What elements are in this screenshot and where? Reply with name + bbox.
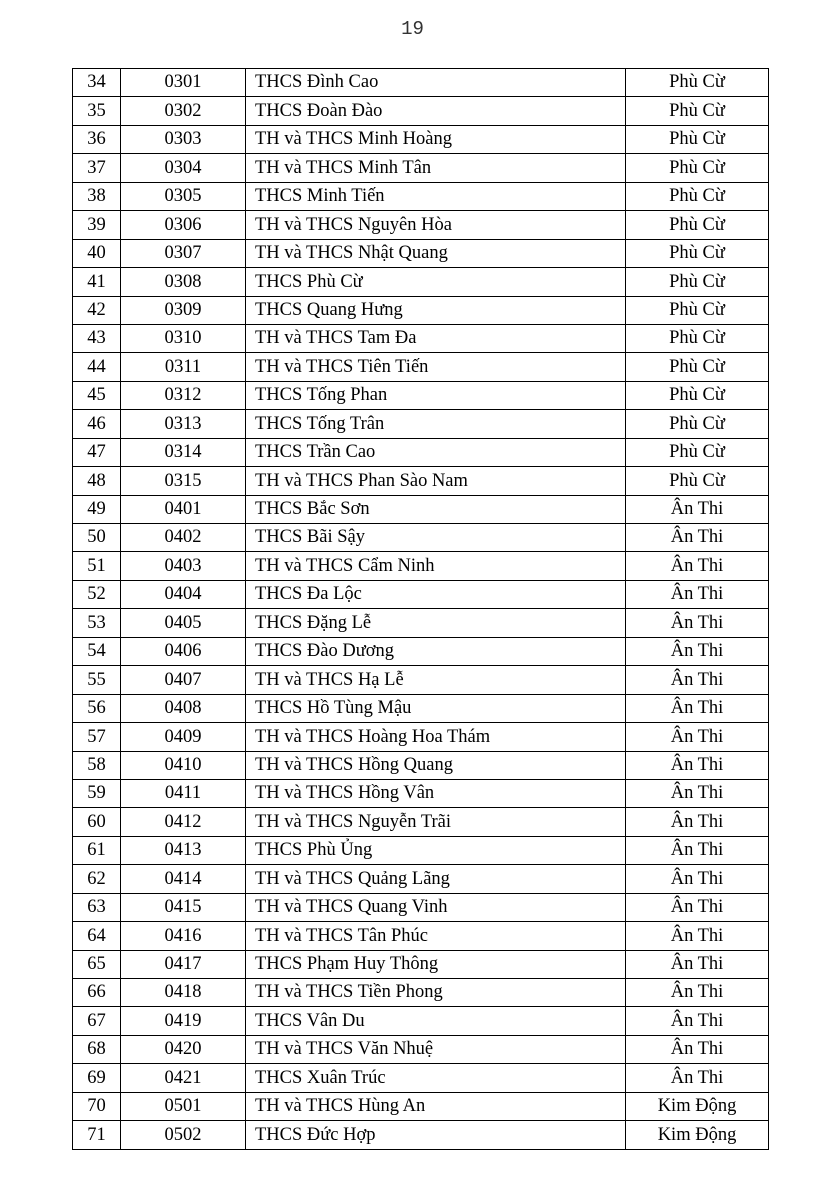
table-row (73, 580, 769, 608)
school-name-cell: THCS Đức Hợp (246, 1121, 626, 1149)
school-name-cell: TH và THCS Hoàng Hoa Thám (246, 723, 626, 751)
school-name-cell: TH và THCS Nhật Quang (246, 239, 626, 267)
school-code-cell: 0419 (121, 1007, 246, 1035)
district-cell: Ân Thi (626, 922, 769, 950)
school-name-cell: TH và THCS Cẩm Ninh (246, 552, 626, 580)
row-number-cell: 50 (73, 524, 121, 552)
table-row (73, 1092, 769, 1120)
table-row (73, 723, 769, 751)
school-name-cell: THCS Bãi Sậy (246, 524, 626, 552)
school-name-cell: TH và THCS Hồng Quang (246, 751, 626, 779)
table-row (73, 182, 769, 210)
school-code-cell: 0307 (121, 239, 246, 267)
school-code-cell: 0301 (121, 69, 246, 97)
table-row (73, 467, 769, 495)
school-code-cell: 0502 (121, 1121, 246, 1149)
row-number-cell: 66 (73, 979, 121, 1007)
school-table (72, 68, 769, 1150)
table-row (73, 524, 769, 552)
school-code-cell: 0402 (121, 524, 246, 552)
district-cell: Ân Thi (626, 723, 769, 751)
school-code-cell: 0304 (121, 154, 246, 182)
table-row (73, 125, 769, 153)
school-code-cell: 0401 (121, 495, 246, 523)
school-name-cell: TH và THCS Nguyên Hòa (246, 211, 626, 239)
school-name-cell: THCS Quang Hưng (246, 296, 626, 324)
school-name-cell: TH và THCS Tiên Tiến (246, 353, 626, 381)
school-name-cell: THCS Hồ Tùng Mậu (246, 694, 626, 722)
table-row (73, 751, 769, 779)
district-cell: Ân Thi (626, 808, 769, 836)
school-name-cell: TH và THCS Hồng Vân (246, 779, 626, 807)
row-number-cell: 65 (73, 950, 121, 978)
school-code-cell: 0501 (121, 1092, 246, 1120)
table-row (73, 97, 769, 125)
district-cell: Ân Thi (626, 637, 769, 665)
district-cell: Ân Thi (626, 524, 769, 552)
row-number-cell: 36 (73, 125, 121, 153)
district-cell: Ân Thi (626, 893, 769, 921)
school-code-cell: 0314 (121, 438, 246, 466)
district-cell: Kim Động (626, 1092, 769, 1120)
table-row (73, 268, 769, 296)
row-number-cell: 71 (73, 1121, 121, 1149)
school-name-cell: TH và THCS Nguyễn Trãi (246, 808, 626, 836)
district-cell: Ân Thi (626, 836, 769, 864)
school-code-cell: 0305 (121, 182, 246, 210)
school-code-cell: 0303 (121, 125, 246, 153)
table-row (73, 694, 769, 722)
district-cell: Phù Cừ (626, 69, 769, 97)
school-code-cell: 0309 (121, 296, 246, 324)
row-number-cell: 57 (73, 723, 121, 751)
school-name-cell: TH và THCS Văn Nhuệ (246, 1035, 626, 1063)
row-number-cell: 56 (73, 694, 121, 722)
school-name-cell: THCS Vân Du (246, 1007, 626, 1035)
table-row (73, 893, 769, 921)
school-name-cell: TH và THCS Quảng Lãng (246, 865, 626, 893)
table-row (73, 979, 769, 1007)
table-row (73, 808, 769, 836)
district-cell: Kim Động (626, 1121, 769, 1149)
table-row (73, 637, 769, 665)
school-name-cell: TH và THCS Phan Sào Nam (246, 467, 626, 495)
table-row (73, 239, 769, 267)
school-code-cell: 0311 (121, 353, 246, 381)
district-cell: Phù Cừ (626, 410, 769, 438)
row-number-cell: 70 (73, 1092, 121, 1120)
row-number-cell: 63 (73, 893, 121, 921)
district-cell: Phù Cừ (626, 381, 769, 409)
school-name-cell: THCS Đặng Lễ (246, 609, 626, 637)
row-number-cell: 38 (73, 182, 121, 210)
district-cell: Phù Cừ (626, 97, 769, 125)
table-row (73, 865, 769, 893)
row-number-cell: 52 (73, 580, 121, 608)
school-name-cell: TH và THCS Hùng An (246, 1092, 626, 1120)
page-number: 19 (401, 18, 424, 40)
district-cell: Phù Cừ (626, 296, 769, 324)
table-row (73, 353, 769, 381)
district-cell: Phù Cừ (626, 467, 769, 495)
district-cell: Ân Thi (626, 751, 769, 779)
table-row (73, 950, 769, 978)
school-name-cell: THCS Đình Cao (246, 69, 626, 97)
district-cell: Ân Thi (626, 1064, 769, 1092)
district-cell: Phù Cừ (626, 268, 769, 296)
school-code-cell: 0315 (121, 467, 246, 495)
district-cell: Ân Thi (626, 1035, 769, 1063)
school-code-cell: 0410 (121, 751, 246, 779)
district-cell: Ân Thi (626, 950, 769, 978)
table-row (73, 1064, 769, 1092)
table-row (73, 922, 769, 950)
school-code-cell: 0411 (121, 779, 246, 807)
school-code-cell: 0407 (121, 666, 246, 694)
school-code-cell: 0415 (121, 893, 246, 921)
school-code-cell: 0405 (121, 609, 246, 637)
school-code-cell: 0310 (121, 324, 246, 352)
school-code-cell: 0418 (121, 979, 246, 1007)
row-number-cell: 41 (73, 268, 121, 296)
school-name-cell: THCS Trần Cao (246, 438, 626, 466)
row-number-cell: 53 (73, 609, 121, 637)
school-name-cell: THCS Đoàn Đào (246, 97, 626, 125)
row-number-cell: 40 (73, 239, 121, 267)
district-cell: Phù Cừ (626, 438, 769, 466)
district-cell: Phù Cừ (626, 125, 769, 153)
school-code-cell: 0412 (121, 808, 246, 836)
row-number-cell: 42 (73, 296, 121, 324)
table-row (73, 154, 769, 182)
school-name-cell: TH và THCS Minh Hoàng (246, 125, 626, 153)
school-code-cell: 0302 (121, 97, 246, 125)
row-number-cell: 47 (73, 438, 121, 466)
district-cell: Phù Cừ (626, 239, 769, 267)
row-number-cell: 58 (73, 751, 121, 779)
school-code-cell: 0416 (121, 922, 246, 950)
school-name-cell: TH và THCS Hạ Lễ (246, 666, 626, 694)
row-number-cell: 69 (73, 1064, 121, 1092)
district-cell: Phù Cừ (626, 154, 769, 182)
school-name-cell: THCS Đào Dương (246, 637, 626, 665)
table-row (73, 609, 769, 637)
school-code-cell: 0420 (121, 1035, 246, 1063)
table-row (73, 69, 769, 97)
table-row (73, 552, 769, 580)
school-name-cell: THCS Tống Trân (246, 410, 626, 438)
row-number-cell: 62 (73, 865, 121, 893)
school-name-cell: THCS Minh Tiến (246, 182, 626, 210)
row-number-cell: 68 (73, 1035, 121, 1063)
row-number-cell: 44 (73, 353, 121, 381)
school-name-cell: TH và THCS Tiền Phong (246, 979, 626, 1007)
table-row (73, 324, 769, 352)
school-name-cell: TH và THCS Tam Đa (246, 324, 626, 352)
school-code-cell: 0308 (121, 268, 246, 296)
school-code-cell: 0313 (121, 410, 246, 438)
school-name-cell: TH và THCS Quang Vinh (246, 893, 626, 921)
row-number-cell: 64 (73, 922, 121, 950)
row-number-cell: 37 (73, 154, 121, 182)
district-cell: Ân Thi (626, 1007, 769, 1035)
table-body (73, 69, 769, 1150)
school-code-cell: 0414 (121, 865, 246, 893)
row-number-cell: 51 (73, 552, 121, 580)
school-name-cell: THCS Tống Phan (246, 381, 626, 409)
table-row (73, 836, 769, 864)
row-number-cell: 54 (73, 637, 121, 665)
table-row (73, 779, 769, 807)
table-row (73, 495, 769, 523)
district-cell: Ân Thi (626, 779, 769, 807)
district-cell: Phù Cừ (626, 182, 769, 210)
district-cell: Ân Thi (626, 979, 769, 1007)
school-name-cell: THCS Phù Cừ (246, 268, 626, 296)
row-number-cell: 46 (73, 410, 121, 438)
district-cell: Ân Thi (626, 666, 769, 694)
school-code-cell: 0409 (121, 723, 246, 751)
district-cell: Ân Thi (626, 865, 769, 893)
school-name-cell: TH và THCS Tân Phúc (246, 922, 626, 950)
row-number-cell: 55 (73, 666, 121, 694)
row-number-cell: 59 (73, 779, 121, 807)
district-cell: Ân Thi (626, 495, 769, 523)
school-name-cell: THCS Phạm Huy Thông (246, 950, 626, 978)
school-code-cell: 0417 (121, 950, 246, 978)
school-name-cell: THCS Phù Ủng (246, 836, 626, 864)
school-name-cell: THCS Đa Lộc (246, 580, 626, 608)
row-number-cell: 49 (73, 495, 121, 523)
school-code-cell: 0421 (121, 1064, 246, 1092)
school-name-cell: THCS Bắc Sơn (246, 495, 626, 523)
school-code-cell: 0312 (121, 381, 246, 409)
school-name-cell: THCS Xuân Trúc (246, 1064, 626, 1092)
table-row (73, 381, 769, 409)
row-number-cell: 61 (73, 836, 121, 864)
table-row (73, 1007, 769, 1035)
school-code-cell: 0404 (121, 580, 246, 608)
district-cell: Ân Thi (626, 694, 769, 722)
table-row (73, 438, 769, 466)
row-number-cell: 39 (73, 211, 121, 239)
table-row (73, 410, 769, 438)
table-row (73, 666, 769, 694)
row-number-cell: 34 (73, 69, 121, 97)
table-row (73, 1035, 769, 1063)
table-row (73, 296, 769, 324)
row-number-cell: 43 (73, 324, 121, 352)
district-cell: Phù Cừ (626, 353, 769, 381)
row-number-cell: 45 (73, 381, 121, 409)
district-cell: Phù Cừ (626, 324, 769, 352)
row-number-cell: 35 (73, 97, 121, 125)
school-code-cell: 0403 (121, 552, 246, 580)
district-cell: Ân Thi (626, 580, 769, 608)
table-row (73, 211, 769, 239)
row-number-cell: 67 (73, 1007, 121, 1035)
school-code-cell: 0306 (121, 211, 246, 239)
school-name-cell: TH và THCS Minh Tân (246, 154, 626, 182)
school-code-cell: 0408 (121, 694, 246, 722)
row-number-cell: 60 (73, 808, 121, 836)
district-cell: Ân Thi (626, 552, 769, 580)
district-cell: Phù Cừ (626, 211, 769, 239)
row-number-cell: 48 (73, 467, 121, 495)
district-cell: Ân Thi (626, 609, 769, 637)
school-code-cell: 0413 (121, 836, 246, 864)
table-row (73, 1121, 769, 1149)
school-code-cell: 0406 (121, 637, 246, 665)
